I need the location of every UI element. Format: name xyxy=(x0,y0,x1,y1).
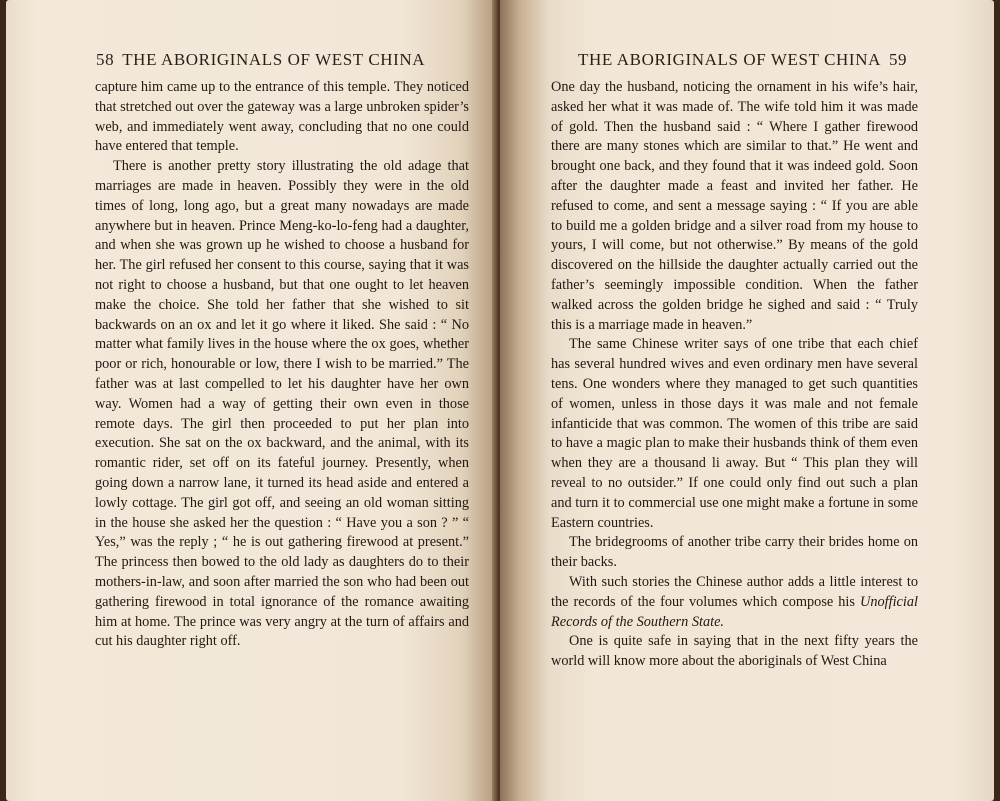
left-page-header xyxy=(96,50,425,70)
left-running-head: THE ABORIGINALS OF WEST CHINA xyxy=(122,50,426,69)
right-page xyxy=(500,0,994,801)
left-page-number: 58 xyxy=(96,50,115,69)
right-page-header xyxy=(578,50,907,70)
left-page-body xyxy=(95,78,469,652)
paragraph-text: With such stories the Chinese author adds a little interest to the records of the four volumes which compose his xyxy=(551,573,918,610)
paragraph: The bridegrooms of another tribe carry their brides home on their backs. xyxy=(551,534,918,571)
paragraph xyxy=(551,573,918,632)
right-page-body xyxy=(551,78,918,672)
book-title: Unofficial Records of the Southern State. xyxy=(551,593,918,630)
paragraph: One day the husband, noticing the ornament in his wife’s hair, asked her what it was made of. The wife told him it was made of gold. Then the husband said : “ Where I gather firewood there are many stones which are similar to that.” He went and brought one back, and they found that it was indeed gold. Soon after the daughter made a feast and invited her father. He refused to come, and sent a message saying : “ If you are able to build me a golden bridge and a silver road from my house to yours, I will come, but not otherwise.” By means of the gold discovered on the hillside the daughter actually carried out the father’s seemingly impossible condition. When the father walked across the golden bridge he sighed and said : “ Truly this is a marriage made in heaven.” xyxy=(551,79,918,333)
left-page xyxy=(6,0,496,801)
right-page-number: 59 xyxy=(888,50,908,69)
paragraph: The same Chinese writer says of one tribe that each chief has several hundred wives and even ordinary men have several tens. One wonders where they managed to get such quantities of women, unless in those days it was male and not female infanticide that was common. The women of this tribe are said to have a magic plan to make their husbands think of them even when they are a thousand li away. But “ This plan they will reveal to no outsider.” If one could only find out such a plan and turn it to commercial use one might make a fortune in some Eastern countries. xyxy=(551,336,918,531)
paragraph: There is another pretty story illustrating the old adage that marriages are made in heaven. Possibly they were in the old times of long, long ago, but a great many nowadays are made anywhere but in heaven. Prince Meng-ko-lo-feng had a daughter, and when she was grown up he wished to choose a husband for her. The girl refused her consent to this course, saying that it was not right to choose a husband, but that one ought to let heaven make the choice. She told her father that she wished to sit backwards on an ox and let it go where it liked. She said : “ No matter what family lives in the house where the ox goes, whether poor or rich, honourable or low, there I wish to be married.” The father was at last compelled to let his daughter have her own way. Women had a way of getting their own even in those remote days. The girl then proceeded to put her plan into execution. She sat on the ox backward, and the animal, with its romantic rider, set off on its fateful journey. Presently, when going down a narrow lane, it turned its head aside and entered a lowly cottage. The girl got off, and seeing an old woman sitting in the house she asked her the question : “ Have you a son ? ” “ Yes,” was the reply ; “ he is out gathering firewood at present.” The princess then bowed to the old lady as daughters do to their mothers-in-law, and soon after married the son who had been out gathering firewood in total ignorance of the romance awaiting him at home. The prince was very angry at the turn of affairs and cut his daughter right off. xyxy=(95,158,469,650)
right-running-head: THE ABORIGINALS OF WEST CHINA xyxy=(578,50,881,69)
paragraph: capture him came up to the entrance of this temple. They noticed that stretched out over the gateway was a large unbroken spider’s web, and immediately went away, concluding that no one could have entered that temple. xyxy=(95,79,469,155)
paragraph: One is quite safe in saying that in the next fifty years the world will know more about the aboriginals of West China xyxy=(551,633,918,670)
